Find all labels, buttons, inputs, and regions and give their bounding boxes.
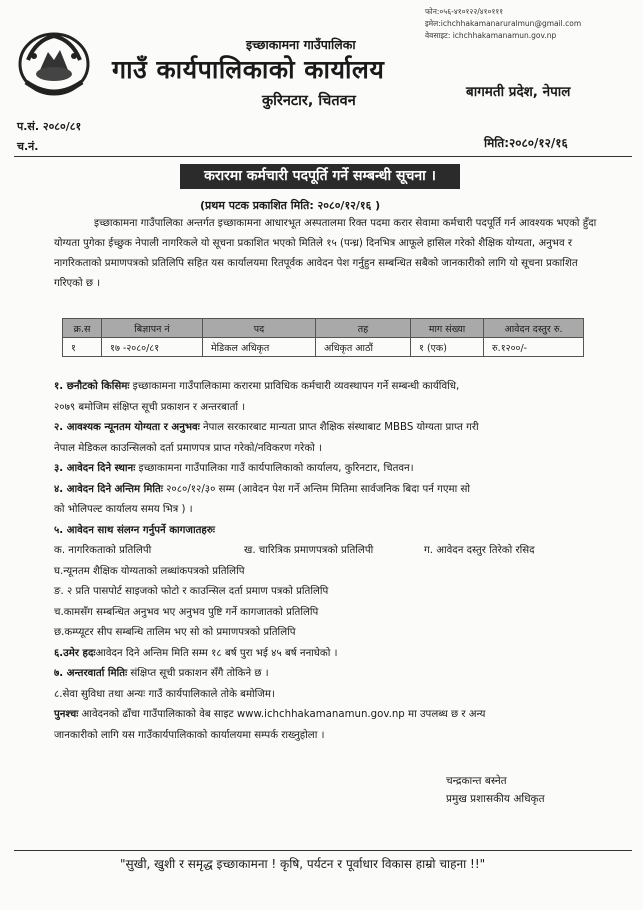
detail-label: ६.उमेर हदः bbox=[54, 647, 96, 659]
detail-line-5: ५. आवेदन साथ संलग्न गर्नुपर्ने कागजातहरुः bbox=[54, 524, 215, 536]
detail-label: २. आवश्यक न्यूनतम योग्यता र अनुभवः bbox=[54, 422, 200, 433]
detail-line-3 bbox=[54, 459, 614, 480]
contact-info bbox=[425, 6, 581, 42]
detail-line-8: ८.सेवा सुविधा तथा अन्यः गाउँ कार्यपालिकाले तोके बमोजिम। bbox=[54, 688, 275, 700]
contact-phone: फोन:०५६-४१०१२२/४१०१११ bbox=[425, 7, 504, 16]
header-divider bbox=[14, 156, 632, 157]
footer-slogan: "सुखी, खुशी र समृद्ध इच्छाकामना ! कृषि, पर्यटन र पूर्वाधार विकास हाम्रो चाहना !!" bbox=[120, 857, 486, 871]
detail-line-2 bbox=[54, 418, 614, 439]
table-cell: मेडिकल अधिकृत bbox=[203, 338, 316, 357]
postscript-line bbox=[54, 705, 614, 726]
column-header: क्र.स bbox=[63, 319, 102, 338]
province-name: बागमती प्रदेश, नेपाल bbox=[466, 84, 571, 100]
vacancy-table bbox=[62, 318, 584, 357]
detail-label: पुनश्चः bbox=[54, 709, 79, 720]
detail-label: ७. अन्तरवार्ता मितिः bbox=[54, 668, 128, 679]
detail-line-4 bbox=[54, 480, 614, 501]
postscript-line-cont: जानकारीको लागि यस गाउँकार्यपालिकाको कार्यालयमा सम्पर्क राख्नुहोला । bbox=[54, 729, 325, 741]
table-cell: १ bbox=[63, 338, 102, 357]
notice-title: करारमा कर्मचारी पदपूर्ति गर्ने सम्बन्धी सूचना । bbox=[180, 164, 460, 189]
footer-divider bbox=[14, 850, 632, 851]
detail-text: नेपाल सरकारबाट मान्यता प्राप्त शैक्षिक संस्थाबाट MBBS योग्यता प्राप्त गरी bbox=[199, 422, 479, 433]
detail-text: इच्छाकामना गाउँपालिकामा करारमा प्राविधिक कर्मचारी व्यवस्थापन गर्ने सम्बन्धी कार्यविधि, bbox=[129, 381, 460, 392]
notice-intro: इच्छाकामना गाउँपालिका अन्तर्गत इच्छाकामना आधारभूत अस्पतालमा रिक्त पदमा करार सेवामा कर्मचारी पदपूर्ति गर्न आवश्यक भएको हुँदा योग्यता पुगेका ईच्छुक नेपाली नागरिकले यो सूचना प्रकाशित भएको मितिले १५ (पन्ध्र) दिनभित्र आफूले हासिल गरेको शैक्षिक योग्यता, अनुभव र नागरिकताको प्रमाणपत्रको प्रतिलिपि सहित यस कार्यालयमा रितपूर्वक आवेदन पेश गर्नुहुन सम्बन्धित सबैको जानकारीको लागि यो सूचना प्रकाशित गरिएको छ । bbox=[54, 218, 597, 289]
document-item: ख. चारित्रिक प्रमाणपत्रको प्रतिलिपी bbox=[244, 545, 374, 556]
dispatch-number: च.नं. bbox=[17, 140, 39, 153]
detail-text: आवेदन दिने अन्तिम मिति सम्म १८ बर्ष पुरा भई ४५ बर्ष ननाघेको । bbox=[95, 647, 338, 659]
document-row-1 bbox=[54, 541, 614, 562]
detail-text: २०८०/१२/३० सम्म (आवेदन पेश गर्ने अन्तिम मितिमा सार्वजनिक बिदा पर्न गएमा सो bbox=[162, 483, 471, 495]
detail-line-4-cont: को भोलिपल्ट कार्यालय समय भित्र ) । bbox=[54, 504, 193, 515]
detail-text: इच्छाकामना गाउँपालिका गाउँ कार्यपालिकाको कार्यालय, कुरिनटार, चितवन। bbox=[135, 463, 414, 474]
letter-number: प.सं. २०८०/८१ bbox=[17, 120, 82, 133]
letter-date: मिति:२०८०/१२/१६ bbox=[484, 136, 568, 150]
detail-line-7 bbox=[54, 664, 614, 685]
detail-label: १. छनौटको किसिमः bbox=[54, 381, 130, 392]
document-item: घ.न्यूनतम शैक्षिक योग्यताको लब्धांकपत्रको प्रतिलिपि bbox=[54, 565, 245, 577]
signature-block bbox=[446, 772, 545, 808]
detail-label: ४. आवेदन दिने अन्तिम मितिः bbox=[54, 483, 163, 495]
notice-subtitle: (प्रथम पटक प्रकाशित मिति: २०८०/१२/१६ ) bbox=[200, 199, 381, 212]
detail-line-1-cont: २०७९ बमोजिम संक्षिप्त सूची प्रकाशन र अन्तरबार्ता । bbox=[54, 401, 246, 413]
municipality-name: इच्छाकामना गाउँपालिका bbox=[246, 37, 356, 52]
column-header: तह bbox=[316, 319, 411, 338]
office-address: कुरिनटार, चितवन bbox=[262, 93, 356, 109]
detail-line-6 bbox=[54, 644, 614, 665]
document-item: क. नागरिकताको प्रतिलिपी bbox=[54, 545, 152, 556]
column-header: आवेदन दस्तुर रु. bbox=[484, 319, 584, 338]
document-item: ङ. २ प्रति पासपोर्ट साइजको फोटो र काउन्सिल दर्ता प्रमाण पत्रको प्रतिलिपि bbox=[54, 586, 329, 597]
table-cell: १ (एक) bbox=[411, 338, 484, 357]
document-item: च.कामसँग सम्बन्धित अनुभव भए अनुभव पुष्टि गर्ने कागजातको प्रतिलिपि bbox=[54, 606, 319, 618]
notice-details bbox=[54, 377, 614, 746]
nepal-emblem-icon bbox=[14, 22, 94, 102]
contact-website: वेवसाइट: ichchhakamanamun.gov.np bbox=[425, 31, 557, 40]
detail-text: आवेदनको ढाँचा गाउँपालिकाको वेब साइट www.ichchhakamanamun.gov.np मा उपलब्ध छ र अन्य bbox=[78, 709, 486, 720]
table-cell: रु.१२००/- bbox=[484, 338, 584, 357]
table-header-row bbox=[63, 319, 584, 338]
detail-text: संक्षिप्त सूची प्रकाशन सँगै तोकिने छ । bbox=[127, 668, 269, 679]
table-cell: १७ -२०८०/८१ bbox=[102, 338, 203, 357]
column-header: बिज्ञापन नं bbox=[102, 319, 203, 338]
table-row bbox=[63, 338, 584, 357]
document-item: ग. आवेदन दस्तुर तिरेको रसिद bbox=[424, 545, 535, 556]
signatory-designation: प्रमुख प्रशासकीय अधिकृत bbox=[446, 793, 545, 805]
document-item: छ.कम्प्यूटर सीप सम्बन्धि तालिम भए सो को प्रमाणपत्रको प्रतिलिपि bbox=[54, 627, 296, 638]
detail-label: ३. आवेदन दिने स्थानः bbox=[54, 463, 136, 474]
office-name: गाउँ कार्यपालिकाको कार्यालय bbox=[112, 55, 385, 84]
signatory-name: चन्द्रकान्त बस्नेत bbox=[446, 775, 507, 787]
contact-email: इमेल:ichchhakamanaruralmun@gmail.com bbox=[425, 19, 582, 28]
detail-line-2-cont: नेपाल मेडिकल काउन्सिलको दर्ता प्रमाणपत्र प्राप्त गरेको/नविकरण गरेको । bbox=[54, 442, 322, 454]
column-header: पद bbox=[203, 319, 316, 338]
column-header: माग संख्या bbox=[411, 319, 484, 338]
table-cell: अधिकृत आठौं bbox=[316, 338, 411, 357]
detail-line-1 bbox=[54, 377, 614, 398]
